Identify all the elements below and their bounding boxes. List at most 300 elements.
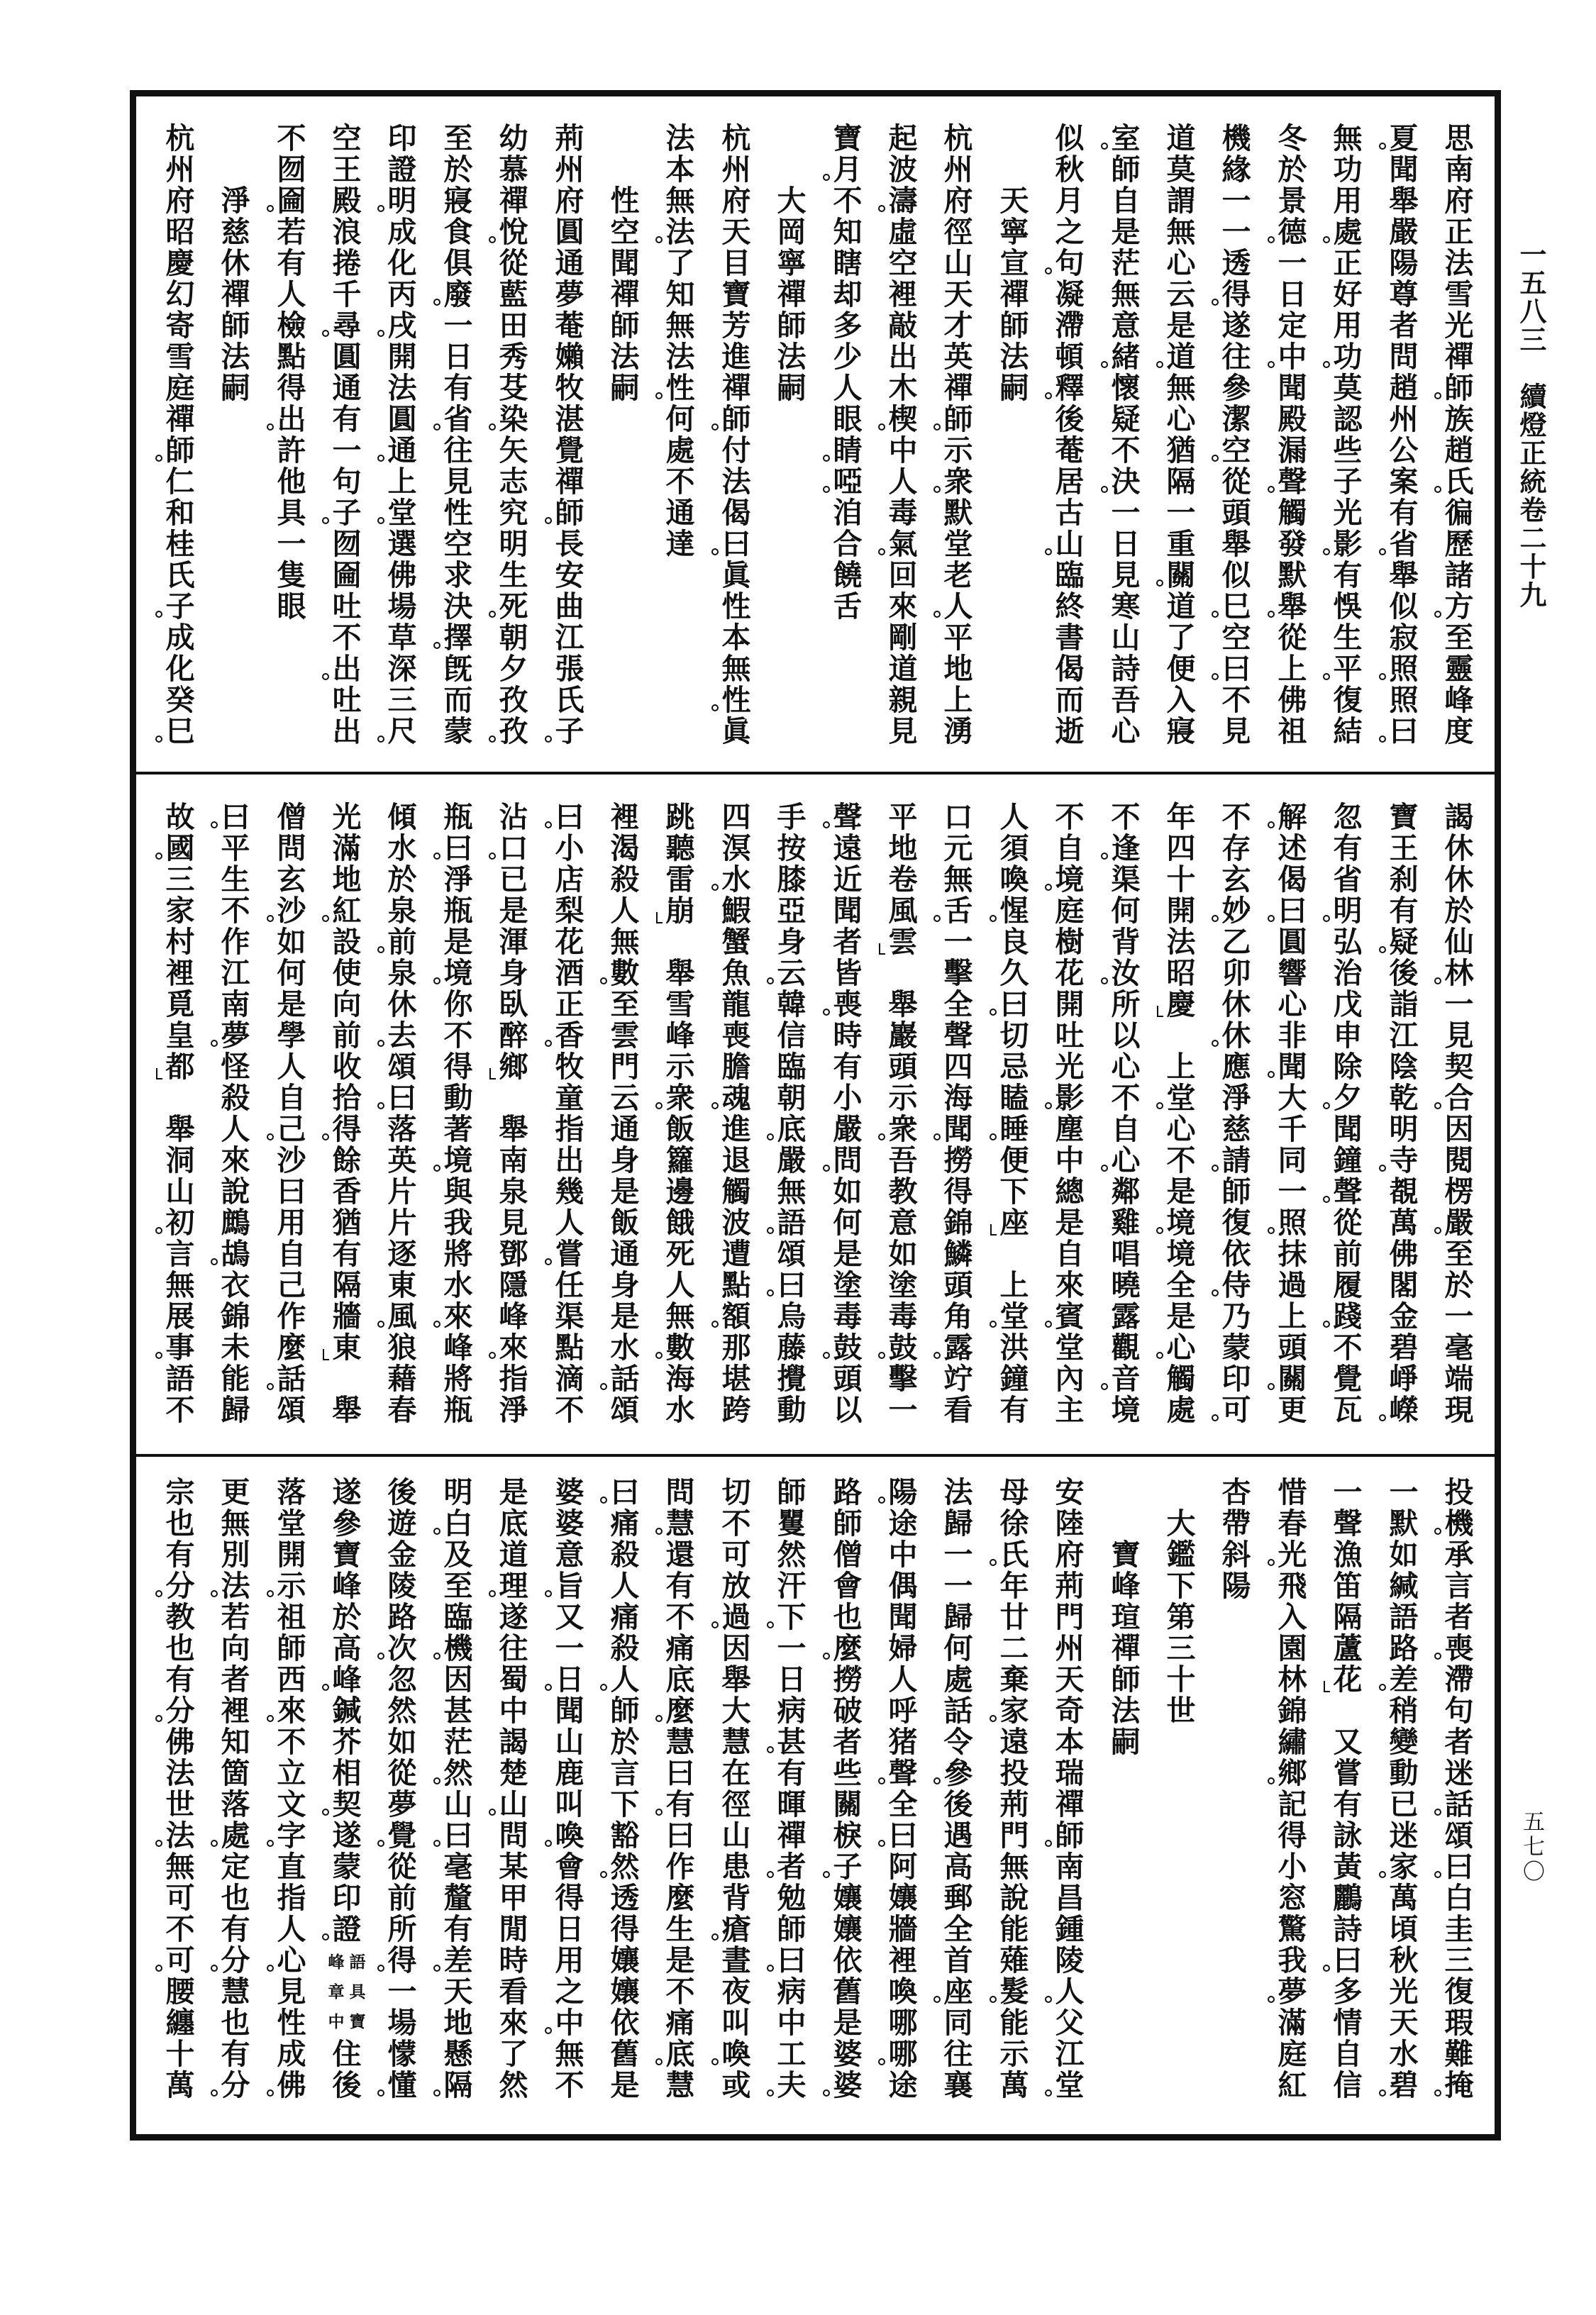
- glyph: 作: [665, 1850, 695, 1884]
- glyph: 見: [443, 465, 473, 499]
- glyph: 自: [1055, 831, 1085, 865]
- glyph: 州: [555, 152, 584, 187]
- punctuation-dot: [1379, 1684, 1386, 1691]
- punctuation-dot: [267, 2089, 274, 2097]
- glyph: 山: [165, 1175, 195, 1209]
- glyph: 出: [331, 653, 362, 684]
- punctuation-dot: [267, 1133, 274, 1140]
- glyph: 毒: [833, 1299, 863, 1333]
- glyph: 三: [1444, 1943, 1474, 1977]
- glyph: 下: [610, 1787, 640, 1821]
- punctuation-dot: [433, 423, 440, 431]
- glyph: 己: [276, 1114, 307, 1145]
- glyph: 平: [888, 800, 918, 834]
- glyph: 切: [999, 1018, 1029, 1053]
- punctuation-dot: [489, 423, 496, 431]
- glyph: 吾: [1111, 683, 1141, 717]
- glyph: 旨: [554, 1570, 585, 1601]
- glyph: 鹿: [555, 1756, 584, 1790]
- glyph: 覓: [165, 987, 195, 1021]
- glyph: 禪: [943, 371, 973, 405]
- glyph: 閱: [1444, 1143, 1474, 1177]
- punctuation-dot: [1268, 361, 1275, 368]
- glyph: 郵: [943, 1881, 973, 1915]
- glyph: 戌: [387, 310, 418, 341]
- glyph: 有: [221, 1912, 250, 1946]
- glyph: 無: [777, 1175, 807, 1209]
- glyph: 決: [443, 589, 473, 623]
- glyph: 空: [332, 121, 362, 155]
- glyph: 片: [387, 1175, 417, 1209]
- glyph: 法: [165, 1820, 196, 1851]
- glyph: 點: [277, 340, 306, 374]
- glyph: 滿: [332, 831, 362, 865]
- glyph: 觸: [721, 1175, 751, 1209]
- glyph: 然: [499, 2068, 528, 2102]
- glyph: 麼: [832, 1633, 863, 1664]
- glyph: 無: [165, 1850, 195, 1884]
- glyph: 師: [221, 309, 250, 343]
- glyph: 峰: [331, 1664, 362, 1695]
- glyph: 似: [1389, 589, 1419, 623]
- glyph: 舉: [1277, 591, 1308, 622]
- glyph: 了: [665, 246, 695, 280]
- glyph: 人: [888, 465, 918, 499]
- punctuation-dot: [1323, 1196, 1330, 1203]
- glyph: 曰: [665, 1756, 695, 1790]
- interlinear-note: [328, 1945, 366, 2038]
- text-column: [1054, 801, 1085, 1426]
- blank-cell: [1332, 1695, 1363, 1726]
- glyph: 有: [833, 1050, 863, 1084]
- glyph: 佛: [165, 1725, 195, 1759]
- glyph: 所: [387, 1912, 417, 1946]
- punctuation-dot: [1434, 392, 1441, 399]
- text-column: [220, 801, 251, 1426]
- glyph: 烏: [777, 1299, 807, 1333]
- glyph: 有: [1389, 894, 1419, 928]
- punctuation-dot: [1379, 1871, 1386, 1878]
- glyph: 因: [443, 1662, 473, 1697]
- glyph: 座: [943, 1976, 974, 2007]
- glyph: 申: [1333, 1018, 1363, 1053]
- glyph: 徑: [943, 215, 973, 249]
- glyph: 不: [1221, 683, 1251, 717]
- glyph: 大: [1166, 1506, 1196, 1540]
- glyph: 去: [387, 1020, 418, 1051]
- punctuation-dot: [767, 1746, 774, 1753]
- glyph: 上: [1278, 652, 1307, 686]
- glyph: 無: [665, 1299, 695, 1333]
- glyph: 過: [721, 1601, 752, 1633]
- glyph: 禪: [777, 1819, 807, 1853]
- glyph: 不: [665, 1975, 695, 2009]
- blank-cell: [609, 123, 641, 154]
- glyph: 水: [387, 831, 417, 865]
- punctuation-dot: [878, 423, 885, 431]
- punctuation-dot: [1323, 236, 1330, 243]
- glyph: 者: [1444, 1600, 1474, 1634]
- glyph: 主: [1055, 1393, 1085, 1427]
- glyph: 曰: [887, 1820, 919, 1851]
- glyph: 無: [555, 2037, 584, 2071]
- glyph: 結: [1333, 714, 1363, 748]
- punctuation-dot: [1045, 1321, 1052, 1328]
- glyph: 不: [1111, 800, 1141, 834]
- glyph: 生: [1333, 621, 1363, 655]
- glyph: 覺: [387, 1820, 418, 1851]
- glyph: 秀: [499, 340, 528, 374]
- glyph: 機: [1221, 121, 1251, 155]
- glyph: 峰: [665, 1018, 695, 1053]
- glyph: 鴣: [220, 1238, 251, 1270]
- glyph: 同: [943, 2006, 973, 2040]
- glyph: 有: [332, 1237, 362, 1271]
- glyph: 師: [777, 1475, 807, 1509]
- glyph: 水: [610, 1331, 640, 1365]
- glyph: 族: [1444, 402, 1474, 436]
- glyph: 禪: [165, 402, 195, 436]
- glyph: 手: [777, 800, 807, 834]
- glyph: 上: [943, 683, 973, 717]
- glyph: 生: [221, 862, 250, 896]
- glyph: 白: [443, 1508, 474, 1539]
- glyph: 法: [665, 216, 696, 248]
- glyph: 從: [1278, 621, 1307, 655]
- glyph: 話: [1443, 1789, 1475, 1820]
- glyph: 動: [443, 1081, 473, 1115]
- glyph: 婆: [555, 1506, 584, 1540]
- glyph: 僧: [833, 1538, 863, 1572]
- glyph: 機: [1443, 1508, 1475, 1539]
- glyph: 見: [1221, 714, 1251, 748]
- glyph: 無: [1166, 371, 1196, 405]
- text-column: [665, 1477, 696, 2101]
- punctuation-dot: [933, 915, 941, 922]
- glyph: 甲: [499, 1881, 528, 1915]
- glyph: 不: [277, 1725, 306, 1759]
- glyph: 春: [1278, 1506, 1307, 1540]
- glyph: 便: [999, 1143, 1029, 1177]
- glyph: 人: [609, 1664, 641, 1695]
- glyph: 差: [1388, 1664, 1419, 1695]
- glyph: 休: [1444, 862, 1474, 896]
- punctuation-dot: [1212, 1289, 1219, 1297]
- text-column: [1443, 801, 1475, 1426]
- glyph: 堂: [1165, 1082, 1197, 1114]
- glyph: 都: [165, 1051, 196, 1082]
- punctuation-dot: [433, 853, 440, 860]
- punctuation-dot: [267, 1383, 274, 1390]
- glyph: 嚴: [833, 1112, 863, 1146]
- glyph: 言: [1444, 1569, 1474, 1603]
- glyph: 沙: [277, 1143, 306, 1177]
- text-column: [887, 123, 919, 747]
- glyph: 荊: [999, 1787, 1029, 1821]
- glyph: 花: [1055, 956, 1085, 990]
- glyph: 有: [221, 2037, 250, 2071]
- glyph: 得: [555, 1881, 584, 1915]
- glyph: 印: [1221, 1362, 1251, 1396]
- glyph: 案: [1389, 465, 1419, 499]
- punctuation-dot: [878, 1777, 885, 1784]
- glyph: 數: [665, 1332, 696, 1363]
- glyph: 州: [1389, 402, 1419, 436]
- punctuation-dot: [1434, 1227, 1441, 1234]
- punctuation-dot: [990, 1559, 997, 1566]
- glyph: 心: [1278, 987, 1307, 1021]
- glyph: 時: [833, 1018, 863, 1053]
- glyph: 一: [332, 433, 362, 467]
- glyph: 弘: [1333, 925, 1363, 959]
- glyph: 渠: [555, 1299, 584, 1333]
- glyph: 寶: [332, 1538, 362, 1572]
- glyph: 豁: [610, 1819, 640, 1853]
- punctuation-dot: [1379, 1414, 1386, 1421]
- glyph: 州: [943, 152, 973, 187]
- glyph: 懂: [387, 2070, 418, 2101]
- glyph: 門: [999, 1819, 1029, 1853]
- glyph: 故: [165, 800, 195, 834]
- punctuation-dot: [655, 1102, 663, 1109]
- glyph: 一: [1278, 1175, 1307, 1209]
- glyph: 用: [555, 1943, 584, 1977]
- lineage-heading: [1165, 1477, 1197, 1726]
- punctuation-dot: [1212, 299, 1219, 306]
- glyph: 頭: [943, 1268, 973, 1302]
- glyph: 月: [832, 154, 863, 185]
- glyph: 淨: [443, 862, 473, 896]
- glyph: 寶: [1111, 1538, 1141, 1572]
- glyph: 你: [443, 987, 473, 1021]
- glyph: 不: [721, 1506, 751, 1540]
- glyph: 菴: [1055, 433, 1085, 467]
- glyph: 牆: [332, 1299, 362, 1333]
- glyph: 得: [331, 1114, 362, 1145]
- glyph: 性: [277, 2006, 306, 2040]
- glyph: 有: [665, 1569, 695, 1603]
- glyph: 雪: [1444, 277, 1474, 311]
- glyph: 泉: [499, 1175, 528, 1209]
- punctuation-dot: [377, 2089, 384, 2097]
- glyph: 荊: [1055, 1569, 1085, 1603]
- glyph: 毒: [888, 1299, 918, 1333]
- glyph: 高: [943, 1850, 973, 1884]
- glyph: 懞: [387, 2037, 417, 2071]
- glyph: 光: [1444, 309, 1474, 343]
- glyph: 往: [1221, 340, 1251, 374]
- glyph: 師: [1054, 1820, 1085, 1851]
- punctuation-dot: [1434, 1871, 1441, 1878]
- glyph: 婆: [833, 2037, 863, 2071]
- glyph: 底: [499, 1506, 528, 1540]
- glyph: 擊: [943, 956, 973, 990]
- glyph: 凝: [1055, 277, 1085, 311]
- glyph: 舉: [499, 1112, 528, 1146]
- glyph: 杭: [721, 121, 751, 155]
- glyph: 月: [1055, 184, 1085, 218]
- glyph: 頭: [888, 1050, 918, 1084]
- glyph: 孜: [498, 716, 529, 747]
- glyph: 動: [777, 1393, 807, 1427]
- glyph: 崢: [1389, 1362, 1419, 1396]
- punctuation-dot: [1156, 1102, 1163, 1109]
- glyph: 自: [1111, 184, 1141, 218]
- punctuation-dot: [1101, 1383, 1108, 1390]
- glyph: 殺: [610, 1538, 640, 1572]
- glyph: 芳: [721, 309, 751, 343]
- glyph: 鼓: [832, 1332, 863, 1363]
- glyph: 水: [1389, 2037, 1419, 2071]
- glyph: 不: [277, 121, 306, 155]
- punctuation-dot: [933, 1777, 941, 1784]
- glyph: 洪: [999, 1331, 1029, 1365]
- glyph: 前: [1333, 1237, 1363, 1271]
- glyph: 任: [555, 1268, 584, 1302]
- blank-cell: [498, 1082, 529, 1114]
- glyph: 鼓: [887, 1332, 919, 1363]
- punctuation-dot: [823, 486, 830, 493]
- glyph: 問: [499, 1819, 528, 1853]
- punctuation-dot: [377, 205, 384, 212]
- text-column: [721, 123, 752, 747]
- punctuation-dot: [433, 1965, 440, 1972]
- text-column: [443, 123, 474, 747]
- glyph: 勉: [777, 1881, 807, 1915]
- glyph: 收: [332, 1050, 362, 1084]
- glyph: 正: [1333, 246, 1363, 280]
- text-column: [165, 1477, 196, 2101]
- punctuation-dot: [823, 2089, 830, 2097]
- glyph: 歸: [943, 1506, 973, 1540]
- glyph: 天: [1389, 2006, 1419, 2040]
- glyph: 汝: [1110, 957, 1141, 989]
- glyph: 空: [1221, 621, 1251, 655]
- glyph: 不: [332, 621, 362, 655]
- glyph: 囫: [332, 527, 362, 561]
- glyph: 諸: [1444, 558, 1474, 592]
- punctuation-dot: [600, 1684, 607, 1691]
- glyph: 心: [1166, 1112, 1196, 1146]
- glyph: 性: [665, 372, 696, 404]
- punctuation-dot: [600, 977, 607, 984]
- glyph: 是: [1055, 1206, 1085, 1240]
- glyph: 餓: [665, 1206, 695, 1240]
- glyph: 圇: [332, 558, 362, 592]
- glyph: 人: [833, 371, 863, 405]
- glyph: 展: [165, 1299, 195, 1333]
- glyph: 師: [1111, 152, 1141, 187]
- glyph: 殺: [610, 862, 640, 896]
- punctuation-dot: [155, 1965, 162, 1972]
- glyph: 觀: [1111, 1331, 1141, 1365]
- glyph: 聲: [1333, 1506, 1363, 1540]
- glyph: 遭: [721, 1237, 751, 1271]
- glyph: 是: [499, 894, 528, 928]
- glyph: 斜: [1221, 1538, 1251, 1572]
- glyph: 言: [610, 1756, 640, 1790]
- glyph: 鄰: [1111, 1175, 1141, 1209]
- glyph: 終: [1055, 589, 1085, 623]
- glyph: 醉: [499, 1018, 528, 1053]
- text-column: [387, 801, 418, 1426]
- glyph: 一: [1221, 184, 1251, 218]
- glyph: 圓: [332, 340, 362, 374]
- punctuation-dot: [433, 1321, 440, 1328]
- glyph: 江: [555, 621, 584, 655]
- glyph: 毫: [443, 1850, 473, 1884]
- glyph: 嗣: [777, 371, 807, 405]
- glyph: 句: [332, 465, 362, 499]
- glyph: 已: [499, 862, 528, 896]
- glyph: 瓦: [1333, 1393, 1363, 1427]
- glyph: 重: [1166, 527, 1196, 561]
- punctuation-dot: [1045, 267, 1052, 274]
- glyph: 天: [943, 277, 973, 311]
- glyph: 已: [1389, 1787, 1419, 1821]
- glyph: 波: [888, 152, 918, 187]
- punctuation-dot: [1045, 548, 1052, 555]
- glyph: 喚: [554, 1820, 585, 1851]
- punctuation-dot: [1045, 1996, 1052, 2003]
- glyph: 莫: [1166, 152, 1196, 187]
- glyph: 法: [387, 371, 417, 405]
- glyph: 現: [1444, 1393, 1474, 1427]
- glyph: 地: [943, 652, 973, 686]
- glyph: 按: [777, 831, 807, 865]
- glyph: 中: [1277, 341, 1308, 372]
- glyph: 法: [1444, 246, 1474, 280]
- glyph: 疑: [1111, 402, 1141, 436]
- blank-cell: [999, 1238, 1030, 1270]
- punctuation-dot: [545, 1590, 552, 1597]
- glyph: 出: [888, 340, 918, 374]
- glyph: 德: [1277, 216, 1308, 248]
- punctuation-dot: [1101, 486, 1108, 493]
- glyph: 額: [721, 1301, 752, 1332]
- glyph: 夢: [555, 277, 584, 311]
- glyph: 聞: [1277, 1051, 1308, 1082]
- glyph: 何: [277, 956, 306, 990]
- glyph: 懷: [1111, 371, 1141, 405]
- punctuation-dot: [1045, 1840, 1052, 1847]
- glyph: 以: [833, 1393, 863, 1427]
- glyph: 無: [665, 184, 695, 218]
- text-column: [1332, 801, 1363, 1426]
- glyph: 無: [221, 1506, 250, 1540]
- glyph: 分: [165, 1570, 196, 1601]
- punctuation-dot: [1156, 1227, 1163, 1234]
- glyph: 似: [1055, 121, 1085, 155]
- glyph: 曰: [1443, 1851, 1475, 1882]
- glyph: 師: [277, 1631, 306, 1665]
- glyph: 擊: [888, 1362, 918, 1396]
- glyph: 知: [665, 277, 695, 311]
- glyph: 虛: [888, 215, 918, 249]
- glyph: 於: [443, 152, 473, 187]
- text-column: [387, 1477, 418, 2101]
- glyph: 毒: [888, 496, 918, 530]
- glyph: 乃: [1221, 1299, 1251, 1333]
- glyph: 釋: [1054, 372, 1085, 404]
- glyph: 婆: [555, 1475, 584, 1509]
- glyph: 人: [277, 277, 306, 311]
- glyph: 吐: [332, 683, 362, 717]
- glyph: 無: [721, 652, 751, 686]
- closing-bracket-mark: [879, 943, 885, 955]
- glyph: 是: [1166, 309, 1196, 343]
- text-column: [943, 801, 974, 1426]
